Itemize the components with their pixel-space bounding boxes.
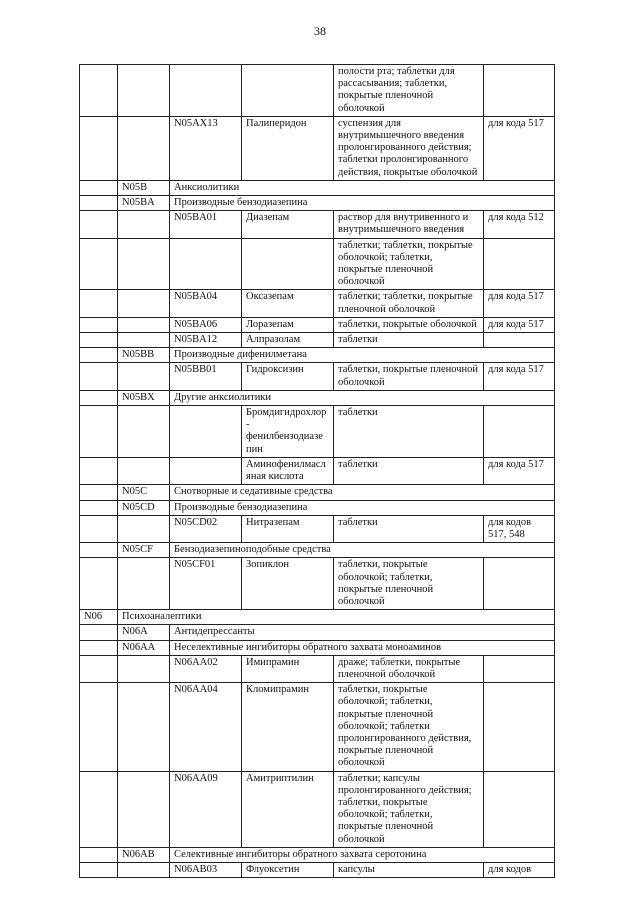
empty-cell [80,515,118,542]
drug-name-cell [242,238,334,290]
dosage-form-cell-text: таблетки [338,407,378,419]
empty-cell [118,655,170,682]
atc-code-cell [118,500,170,515]
note-cell [484,333,555,348]
group-row [80,543,555,558]
empty-cell [118,290,170,317]
atc-code-cell-text: N05CF01 [174,559,216,571]
atc-code-cell-text: N05BX [122,391,155,403]
note-cell-text: для кода 517 [488,364,544,376]
atc-code-cell [170,317,242,332]
table-row [80,655,555,682]
atc-code-cell [118,625,170,640]
atc-code-cell-text: N06 [84,611,103,623]
drug-name-cell-text: Лоразепам [246,318,294,330]
atc-code-cell-text: N06AA [122,641,156,653]
table-row [80,862,555,877]
table-row [80,771,555,847]
table-row [80,238,555,290]
atc-code-cell [170,771,242,847]
table-row [80,457,555,484]
drug-name-cell [242,211,334,238]
note-cell [484,683,555,771]
atc-code-cell-text: N05BB [122,349,155,361]
atc-code-cell [170,406,242,458]
empty-cell [80,333,118,348]
empty-cell [118,771,170,847]
note-cell-text: для кода 512 [488,212,544,224]
drug-name-cell-text: Зопиклон [246,559,289,571]
dosage-form-cell-text: суспензия для внутримышечного введения пролонгированного действия; таблетки пролонгированного действия, покрытые оболочкой [338,117,478,178]
atc-code-cell-text: N05BA04 [174,291,218,303]
dosage-form-cell-text: капсулы [338,863,375,875]
group-row [80,640,555,655]
dosage-form-cell-text: драже; таблетки, покрытые пленочной оболочкой [338,656,461,680]
group-row [80,847,555,862]
drug-name-cell [242,333,334,348]
note-cell [484,317,555,332]
empty-cell [118,406,170,458]
group-row [80,348,555,363]
atc-group-label-cell [118,610,555,625]
atc-code-cell-text: N05CD [122,501,155,513]
table-row [80,406,555,458]
empty-cell [80,485,118,500]
drug-name-cell-text: Нитразепам [246,516,300,528]
empty-cell [80,116,118,180]
atc-code-cell-text: N05BA [122,197,155,209]
empty-cell [80,238,118,290]
atc-code-cell-text: N06AA04 [174,684,218,696]
atc-group-label-cell-text: Неселективные ингибиторы обратного захвата моноаминов [174,641,442,653]
atc-code-cell [118,180,170,195]
atc-code-cell [118,196,170,211]
atc-code-cell-text: N05CF [122,544,153,556]
drug-name-cell [242,290,334,317]
dosage-form-cell-text: полости рта; таблетки для рассасывания; таблетки, покрытые пленочной оболочкой [338,66,455,114]
empty-cell [80,211,118,238]
atc-group-label-cell [170,196,555,211]
atc-code-cell [170,515,242,542]
drug-name-cell [242,771,334,847]
atc-group-label-cell-text: Другие анксиолитики [174,391,272,403]
table-row [80,116,555,180]
empty-cell [80,317,118,332]
atc-group-label-cell-text: Антидепрессанты [174,626,255,638]
drug-name-cell [242,515,334,542]
drug-name-cell [242,862,334,877]
atc-code-cell [80,610,118,625]
atc-group-label-cell-text: Бензодиазепиноподобные средства [174,544,331,556]
empty-cell [118,515,170,542]
table-row [80,211,555,238]
table-row [80,558,555,610]
atc-code-cell [170,655,242,682]
drug-name-cell-text: Кломипрамин [246,684,309,696]
drug-name-cell-text: Флуоксетин [246,863,300,875]
atc-code-cell [170,558,242,610]
atc-code-cell [170,457,242,484]
note-cell [484,771,555,847]
drug-name-cell [242,317,334,332]
atc-group-label-cell [170,500,555,515]
atc-group-label-cell [170,847,555,862]
drug-name-cell [242,683,334,771]
table-row [80,363,555,390]
note-cell-text: для кодов [488,863,532,875]
atc-code-cell-text: N05BA12 [174,334,218,346]
atc-group-label-cell [170,390,555,405]
empty-cell [80,500,118,515]
atc-group-label-cell [170,485,555,500]
note-cell [484,406,555,458]
atc-code-cell [170,290,242,317]
empty-cell [80,65,118,117]
empty-cell [80,558,118,610]
table-row [80,317,555,332]
dosage-form-cell-text: таблетки, покрытые оболочкой [338,318,477,330]
empty-cell [80,847,118,862]
atc-group-label-cell [170,640,555,655]
empty-cell [80,180,118,195]
note-cell [484,862,555,877]
atc-group-label-cell-text: Психоаналептики [122,611,202,623]
dosage-form-cell [334,771,484,847]
atc-code-cell-text: N05C [122,486,148,498]
dosage-form-cell [334,238,484,290]
dosage-form-cell [334,862,484,877]
dosage-form-cell-text: таблетки, покрытые пленочной оболочкой [338,364,479,388]
empty-cell [118,558,170,610]
empty-cell [80,862,118,877]
atc-code-cell [170,862,242,877]
empty-cell [118,457,170,484]
empty-cell [80,625,118,640]
atc-group-label-cell [170,543,555,558]
atc-code-cell [118,847,170,862]
empty-cell [80,457,118,484]
atc-code-cell [170,65,242,117]
table-row [80,333,555,348]
note-cell [484,116,555,180]
table-row [80,683,555,771]
atc-code-cell-text: N05BB01 [174,364,217,376]
atc-code-cell [170,211,242,238]
dosage-form-cell-text: таблетки [338,334,378,346]
atc-group-label-cell-text: Производные бензодиазепина [174,501,308,513]
dosage-form-cell [334,290,484,317]
atc-code-cell-text: N06AA09 [174,772,218,784]
group-row [80,196,555,211]
dosage-form-cell-text: таблетки [338,458,378,470]
dosage-form-cell-text: таблетки; капсулы пролонгированного действия; таблетки, покрытые оболочкой; таблетки, покрытые пленочной оболочкой [338,772,472,845]
atc-code-cell [170,116,242,180]
dosage-form-cell [334,116,484,180]
table-row [80,65,555,117]
empty-cell [118,862,170,877]
dosage-form-cell [334,655,484,682]
note-cell [484,211,555,238]
empty-cell [118,116,170,180]
drug-name-cell [242,655,334,682]
group-row [80,180,555,195]
dosage-form-cell [334,558,484,610]
group-row [80,390,555,405]
drug-name-cell-text: Палиперидон [246,117,307,129]
dosage-form-cell-text: таблетки, покрытые оболочкой; таблетки, покрытые пленочной оболочкой [338,559,434,607]
empty-cell [80,390,118,405]
empty-cell [80,543,118,558]
note-cell-text: для кода 517 [488,318,544,330]
empty-cell [80,406,118,458]
atc-code-cell-text: N06AB03 [174,863,218,875]
dosage-form-cell [334,515,484,542]
empty-cell [80,683,118,771]
note-cell [484,558,555,610]
atc-group-label-cell-text: Производные дифенилметана [174,349,307,361]
dosage-form-cell [334,333,484,348]
atc-code-cell [118,348,170,363]
dosage-form-cell [334,317,484,332]
atc-code-cell-text: N05CD02 [174,516,218,528]
atc-code-cell [118,543,170,558]
atc-group-label-cell-text: Анксиолитики [174,181,240,193]
drug-name-cell [242,363,334,390]
note-cell [484,655,555,682]
empty-cell [80,196,118,211]
note-cell [484,363,555,390]
dosage-form-cell-text: таблетки; таблетки, покрытые пленочной оболочкой [338,291,473,315]
drug-name-cell-text: Диазепам [246,212,290,224]
drug-name-cell-text: Алпразолам [246,334,301,346]
group-row [80,625,555,640]
atc-code-cell-text: N06A [122,626,148,638]
atc-group-label-cell [170,625,555,640]
drug-name-cell [242,406,334,458]
empty-cell [118,211,170,238]
dosage-form-cell [334,65,484,117]
atc-code-cell-text: N05BA06 [174,318,218,330]
note-cell-text: для кода 517 [488,458,544,470]
empty-cell [80,348,118,363]
empty-cell [80,290,118,317]
note-cell [484,65,555,117]
empty-cell [118,363,170,390]
group-row [80,485,555,500]
empty-cell [80,363,118,390]
drug-name-cell-text: Аминофенилмасл яная кислота [246,458,326,483]
drug-name-cell-text: Гидроксизин [246,364,304,376]
atc-group-label-cell-text: Снотворные и седативные средства [174,486,333,498]
atc-code-cell [170,683,242,771]
atc-group-label-cell-text: Селективные ингибиторы обратного захвата серотонина [174,848,427,860]
drug-name-cell [242,116,334,180]
drug-name-cell-text: Бромдигидрохлор - фенилбензодиазе пин [246,407,327,455]
note-cell [484,457,555,484]
table-body [80,65,555,878]
empty-cell [118,317,170,332]
atc-code-cell-text: N06AB [122,848,155,860]
drug-name-cell [242,65,334,117]
empty-cell [118,65,170,117]
atc-code-cell [118,390,170,405]
note-cell-text: для кода 517 [488,291,544,303]
note-cell [484,290,555,317]
note-cell-text: для кода 517 [488,117,544,129]
drug-name-cell [242,558,334,610]
dosage-form-cell [334,683,484,771]
atc-code-cell [170,333,242,348]
atc-code-cell-text: N06AA02 [174,656,218,668]
drug-classification-table [79,64,555,878]
atc-code-cell [170,363,242,390]
table-row [80,515,555,542]
dosage-form-cell [334,363,484,390]
empty-cell [118,333,170,348]
group-row [80,610,555,625]
table-row [80,290,555,317]
dosage-form-cell [334,406,484,458]
drug-name-cell-text: Амитриптилин [246,772,314,784]
atc-code-cell [170,238,242,290]
dosage-form-cell-text: таблетки, покрытые оболочкой; таблетки, покрытые пленочной оболочкой; таблетки пролонгированного действия, покрытые пленочной оболочкой [338,684,472,769]
dosage-form-cell-text: таблетки [338,516,378,528]
dosage-form-cell-text: таблетки; таблетки, покрытые оболочкой; таблетки, покрытые пленочной оболочкой [338,239,473,288]
page-number: 38 [314,24,326,38]
atc-code-cell-text: N05BA01 [174,212,218,224]
empty-cell [118,683,170,771]
atc-group-label-cell [170,180,555,195]
drug-name-cell-text: Оксазепам [246,291,294,303]
group-row [80,500,555,515]
atc-code-cell-text: N05B [122,181,148,193]
note-cell [484,515,555,542]
empty-cell [80,655,118,682]
atc-code-cell [118,640,170,655]
drug-name-cell-text: Имипрамин [246,656,300,668]
note-cell-text: для кодов 517, 548 [488,516,532,540]
atc-code-cell [118,485,170,500]
dosage-form-cell [334,211,484,238]
drug-name-cell [242,457,334,484]
atc-group-label-cell-text: Производные бензодиазепина [174,197,308,209]
dosage-form-cell [334,457,484,484]
note-cell [484,238,555,290]
empty-cell [80,771,118,847]
empty-cell [80,640,118,655]
dosage-form-cell-text: раствор для внутривенного и внутримышечного введения [338,212,469,236]
atc-code-cell-text: N05AX13 [174,117,218,129]
atc-group-label-cell [170,348,555,363]
empty-cell [118,238,170,290]
